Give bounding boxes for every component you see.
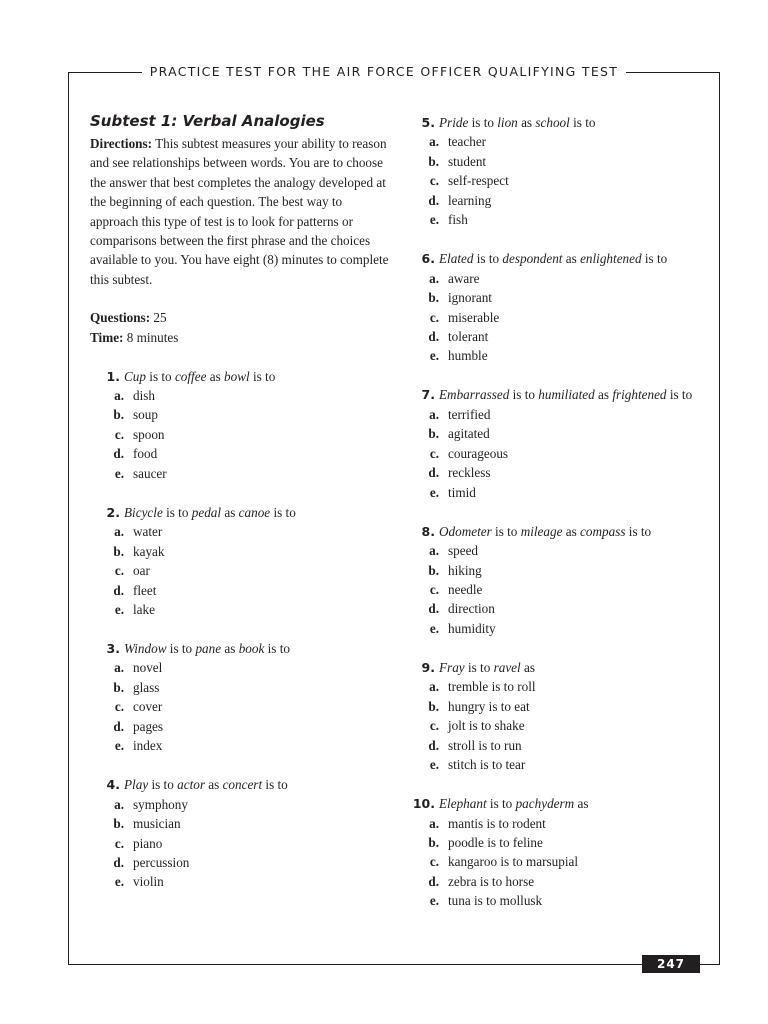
answer-option (405, 463, 705, 482)
option-letter: d. (428, 873, 439, 889)
option-letter: d. (428, 737, 439, 753)
answer-option (90, 581, 390, 600)
answer-option (90, 717, 390, 736)
option-letter: d. (428, 192, 439, 208)
time-limit (90, 328, 390, 347)
stem-part-c: school (535, 115, 570, 130)
stem-part-t2: as (574, 796, 589, 812)
stem-part-b: ravel (493, 659, 521, 675)
option-text: stroll is to run (448, 737, 522, 753)
stem-part-b: actor (177, 777, 205, 793)
option-text: zebra is to horse (448, 873, 535, 889)
stem-part-t2: as (562, 523, 581, 539)
option-letter: b. (428, 562, 439, 578)
answer-option (405, 171, 705, 190)
answer-option (90, 795, 390, 814)
test-meta (90, 308, 390, 347)
subtest-title: Subtest 1: Verbal Analogies (90, 112, 325, 130)
question-text (439, 794, 588, 813)
option-letter: e. (114, 738, 124, 754)
option-text: jolt is to shake (448, 718, 525, 734)
option-text: teacher (448, 134, 487, 150)
stem-part-t1: is to (145, 368, 175, 384)
option-text: kayak (133, 543, 165, 559)
stem-part-a: Elephant (439, 796, 487, 812)
stem-part-a: Elated (439, 251, 474, 267)
answer-option (405, 833, 705, 852)
stem-part-t1: is to (162, 504, 192, 520)
question-stem (405, 385, 705, 404)
question-9 (405, 658, 705, 775)
answer-option (90, 853, 390, 872)
time-label: Time: (90, 329, 124, 345)
question-10 (405, 794, 705, 911)
option-letter: c. (114, 426, 124, 442)
questions-label: Questions: (90, 310, 151, 326)
stem-part-t2: as (520, 659, 535, 675)
option-text: index (133, 738, 163, 754)
answer-option (90, 834, 390, 853)
option-text: terrified (448, 406, 491, 422)
option-letter: b. (428, 290, 439, 306)
option-text: food (133, 446, 158, 462)
option-text: hungry is to eat (448, 698, 530, 714)
option-letter: e. (114, 465, 124, 481)
question-stem (90, 639, 390, 658)
answer-option (405, 891, 705, 910)
stem-part-a: Pride (439, 115, 469, 130)
running-header (0, 58, 768, 84)
option-letter: a. (429, 406, 439, 422)
answer-option (405, 132, 705, 151)
question-number: 2. (106, 504, 120, 520)
question-2 (90, 503, 390, 620)
stem-part-a: Bicycle (124, 504, 163, 520)
answer-option (90, 814, 390, 833)
option-letter: e. (429, 348, 439, 364)
stem-part-t1: is to (473, 251, 503, 267)
option-letter: a. (429, 134, 439, 150)
option-text: glass (133, 679, 160, 695)
option-letter: e. (114, 874, 124, 890)
option-text: pages (133, 718, 164, 734)
answer-option (90, 678, 390, 697)
answer-option (405, 697, 705, 716)
option-letter: a. (429, 679, 439, 695)
stem-part-t1: is to (148, 777, 178, 793)
stem-part-t3: is to (249, 368, 276, 384)
answer-option (405, 444, 705, 463)
time-value: 8 minutes (123, 329, 179, 345)
stem-part-t1: is to (486, 796, 516, 812)
question-text (124, 367, 275, 386)
answer-option (405, 561, 705, 580)
stem-part-t3: is to (264, 641, 290, 656)
stem-part-b: pane (195, 641, 222, 656)
option-text: musician (133, 816, 181, 832)
option-letter: b. (113, 407, 124, 423)
answer-option (90, 464, 390, 483)
option-letter: b. (428, 698, 439, 714)
option-letter: a. (114, 524, 124, 540)
option-text: kangaroo is to marsupial (448, 854, 579, 870)
question-number: 7. (421, 387, 435, 403)
stem-part-c: canoe (238, 504, 271, 520)
question-4 (90, 775, 390, 892)
answer-option (90, 736, 390, 755)
right-question-list (405, 113, 705, 911)
questions-value: 25 (150, 310, 167, 326)
option-text: dish (133, 388, 155, 404)
answer-option (90, 600, 390, 619)
option-text: miserable (448, 309, 500, 325)
option-letter: c. (114, 835, 124, 851)
option-letter: c. (429, 309, 439, 325)
option-letter: d. (428, 465, 439, 481)
option-text: water (133, 524, 163, 540)
option-letter: a. (114, 796, 124, 812)
answer-option (90, 425, 390, 444)
directions-label: Directions: (90, 136, 153, 151)
option-letter: a. (429, 543, 439, 559)
option-text: fleet (133, 582, 157, 598)
stem-part-b: lion (497, 115, 518, 130)
answer-option (90, 697, 390, 716)
option-letter: d. (428, 329, 439, 345)
answer-option (405, 736, 705, 755)
stem-part-a: Fray (439, 659, 465, 675)
option-text: saucer (133, 465, 167, 481)
running-header-title: PRACTICE TEST FOR THE AIR FORCE OFFICER QUALIFYING TEST (142, 64, 626, 79)
option-letter: a. (429, 270, 439, 286)
question-stem (405, 658, 705, 677)
answer-option (405, 210, 705, 229)
option-letter: c. (114, 699, 124, 715)
option-letter: b. (428, 835, 439, 850)
answer-option (405, 288, 705, 307)
option-text: mantis is to rodent (448, 815, 546, 831)
answer-option (405, 308, 705, 327)
option-text: lake (133, 602, 155, 618)
answer-option (405, 852, 705, 871)
stem-part-t2: as (221, 641, 239, 656)
option-text: needle (448, 582, 483, 598)
stem-part-t3: is to (262, 777, 288, 793)
question-text (124, 503, 296, 522)
directions-text: This subtest measures your ability to reason and see relationships between words. You are to choose the answer that best completes the analogy developed at the beginning of each question. The best way to approach this type of test is to look for patterns or comparisons between the first phrase and the choices available to you. You have eight (8) minutes to complete this subtest. (90, 136, 389, 287)
option-text: spoon (133, 426, 165, 442)
option-letter: d. (113, 855, 124, 871)
answer-option (90, 542, 390, 561)
answer-option (405, 716, 705, 735)
answer-option (405, 619, 705, 638)
answer-option (405, 327, 705, 346)
stem-part-t2: as (206, 368, 225, 384)
directions-paragraph (90, 134, 390, 289)
question-number: 9. (421, 659, 435, 675)
option-text: humidity (448, 620, 496, 636)
option-letter: e. (429, 620, 439, 636)
stem-part-t3: is to (270, 504, 296, 520)
option-text: poodle is to feline (448, 835, 543, 850)
option-letter: b. (428, 426, 439, 442)
answer-option (405, 580, 705, 599)
question-stem (405, 113, 705, 132)
answer-option (90, 386, 390, 405)
stem-part-t3: is to (666, 387, 693, 403)
option-letter: c. (429, 718, 439, 734)
answer-option (405, 872, 705, 891)
option-text: oar (133, 563, 150, 579)
question-text (439, 658, 535, 677)
option-letter: e. (429, 212, 439, 228)
option-text: student (448, 153, 487, 169)
question-text (124, 775, 288, 794)
option-letter: a. (429, 815, 439, 831)
option-text: piano (133, 835, 163, 851)
option-letter: c. (114, 563, 124, 579)
answer-option (405, 269, 705, 288)
answer-option (405, 755, 705, 774)
option-letter: c. (429, 173, 439, 189)
option-text: direction (448, 601, 495, 617)
option-letter: e. (429, 757, 439, 773)
option-text: cover (133, 699, 163, 715)
stem-part-t1: is to (509, 387, 539, 403)
question-text (439, 385, 692, 404)
option-letter: b. (428, 153, 439, 169)
stem-part-t2: as (221, 504, 239, 520)
option-text: hiking (448, 562, 482, 578)
option-letter: b. (113, 679, 124, 695)
left-question-list (90, 367, 390, 892)
stem-part-c: enlightened (580, 251, 642, 267)
option-text: courageous (448, 445, 509, 461)
stem-part-t2: as (594, 387, 613, 403)
option-letter: c. (429, 582, 439, 598)
option-letter: d. (113, 582, 124, 598)
answer-option (90, 444, 390, 463)
stem-part-b: mileage (520, 523, 563, 539)
question-number: 3. (106, 641, 120, 656)
stem-part-t3: is to (641, 251, 668, 267)
option-text: fish (448, 212, 468, 228)
answer-option (405, 191, 705, 210)
question-stem (90, 367, 390, 386)
question-8 (405, 522, 705, 639)
question-stem (90, 775, 390, 794)
option-text: self-respect (448, 173, 509, 189)
stem-part-t1: is to (468, 115, 498, 130)
option-letter: d. (428, 601, 439, 617)
option-letter: c. (429, 445, 439, 461)
stem-part-c: bowl (224, 368, 250, 384)
option-text: percussion (133, 855, 190, 871)
option-letter: a. (114, 660, 124, 676)
question-stem (90, 503, 390, 522)
option-letter: b. (113, 543, 124, 559)
page-number: 247 (642, 955, 700, 973)
option-text: tremble is to roll (448, 679, 536, 695)
questions-count (90, 308, 390, 327)
answer-option (405, 599, 705, 618)
stem-part-a: Odometer (439, 523, 492, 539)
stem-part-b: coffee (174, 368, 207, 384)
stem-part-a: Embarrassed (439, 387, 510, 403)
right-column (405, 113, 705, 911)
answer-option (90, 872, 390, 891)
answer-option (90, 561, 390, 580)
question-number: 8. (421, 523, 435, 539)
answer-option (405, 814, 705, 833)
answer-option (405, 424, 705, 443)
stem-part-t2: as (204, 777, 223, 793)
question-number: 4. (106, 777, 120, 793)
answer-option (90, 522, 390, 541)
option-letter: a. (114, 388, 124, 404)
question-number: 10. (412, 796, 435, 812)
option-text: learning (448, 192, 492, 208)
question-stem (405, 794, 705, 813)
question-number: 5. (421, 115, 435, 130)
question-stem (405, 249, 705, 268)
stem-part-a: Play (124, 777, 149, 793)
question-stem (405, 522, 705, 541)
option-text: symphony (133, 796, 188, 812)
option-letter: e. (429, 484, 439, 500)
stem-part-t1: is to (464, 659, 494, 675)
option-text: tolerant (448, 329, 489, 345)
option-text: ignorant (448, 290, 492, 306)
option-text: violin (133, 874, 164, 890)
stem-part-t1: is to (491, 523, 521, 539)
stem-part-t3: is to (625, 523, 652, 539)
stem-part-a: Cup (124, 368, 146, 384)
option-letter: e. (429, 893, 439, 909)
option-text: reckless (448, 465, 491, 481)
question-5 (405, 113, 705, 230)
answer-option (405, 541, 705, 560)
option-letter: d. (113, 718, 124, 734)
stem-part-b: pachyderm (515, 796, 575, 812)
option-text: timid (448, 484, 476, 500)
stem-part-t2: as (562, 251, 581, 267)
option-text: novel (133, 660, 163, 676)
answer-option (405, 405, 705, 424)
option-text: stitch is to tear (448, 757, 526, 773)
question-text (124, 639, 290, 658)
answer-option (405, 346, 705, 365)
question-text (439, 522, 651, 541)
answer-option (405, 152, 705, 171)
stem-part-t3: is to (569, 115, 596, 130)
answer-option (90, 658, 390, 677)
option-letter: c. (429, 854, 439, 870)
question-number: 1. (106, 368, 120, 384)
option-text: aware (448, 270, 480, 286)
question-text (439, 113, 595, 132)
stem-part-t2: as (517, 115, 536, 130)
answer-option (405, 483, 705, 502)
question-text (439, 249, 667, 268)
stem-part-a: Window (124, 641, 167, 656)
question-number: 6. (421, 251, 435, 267)
option-text: agitated (448, 426, 490, 442)
answer-option (405, 677, 705, 696)
stem-part-b: despondent (502, 251, 563, 267)
option-letter: e. (114, 602, 124, 618)
stem-part-b: pedal (191, 504, 222, 520)
stem-part-t1: is to (166, 641, 196, 656)
option-letter: d. (113, 446, 124, 462)
option-text: speed (448, 543, 479, 559)
option-text: humble (448, 348, 488, 364)
stem-part-c: concert (222, 777, 263, 793)
stem-part-b: humiliated (538, 387, 595, 403)
question-1 (90, 367, 390, 484)
question-3 (90, 639, 390, 756)
stem-part-c: compass (580, 523, 626, 539)
option-text: soup (133, 407, 158, 423)
question-7 (405, 385, 705, 502)
option-letter: b. (113, 816, 124, 832)
option-text: tuna is to mollusk (448, 893, 543, 909)
question-6 (405, 249, 705, 366)
stem-part-c: book (238, 641, 265, 656)
answer-option (90, 405, 390, 424)
left-column (90, 111, 390, 892)
stem-part-c: frightened (612, 387, 667, 403)
